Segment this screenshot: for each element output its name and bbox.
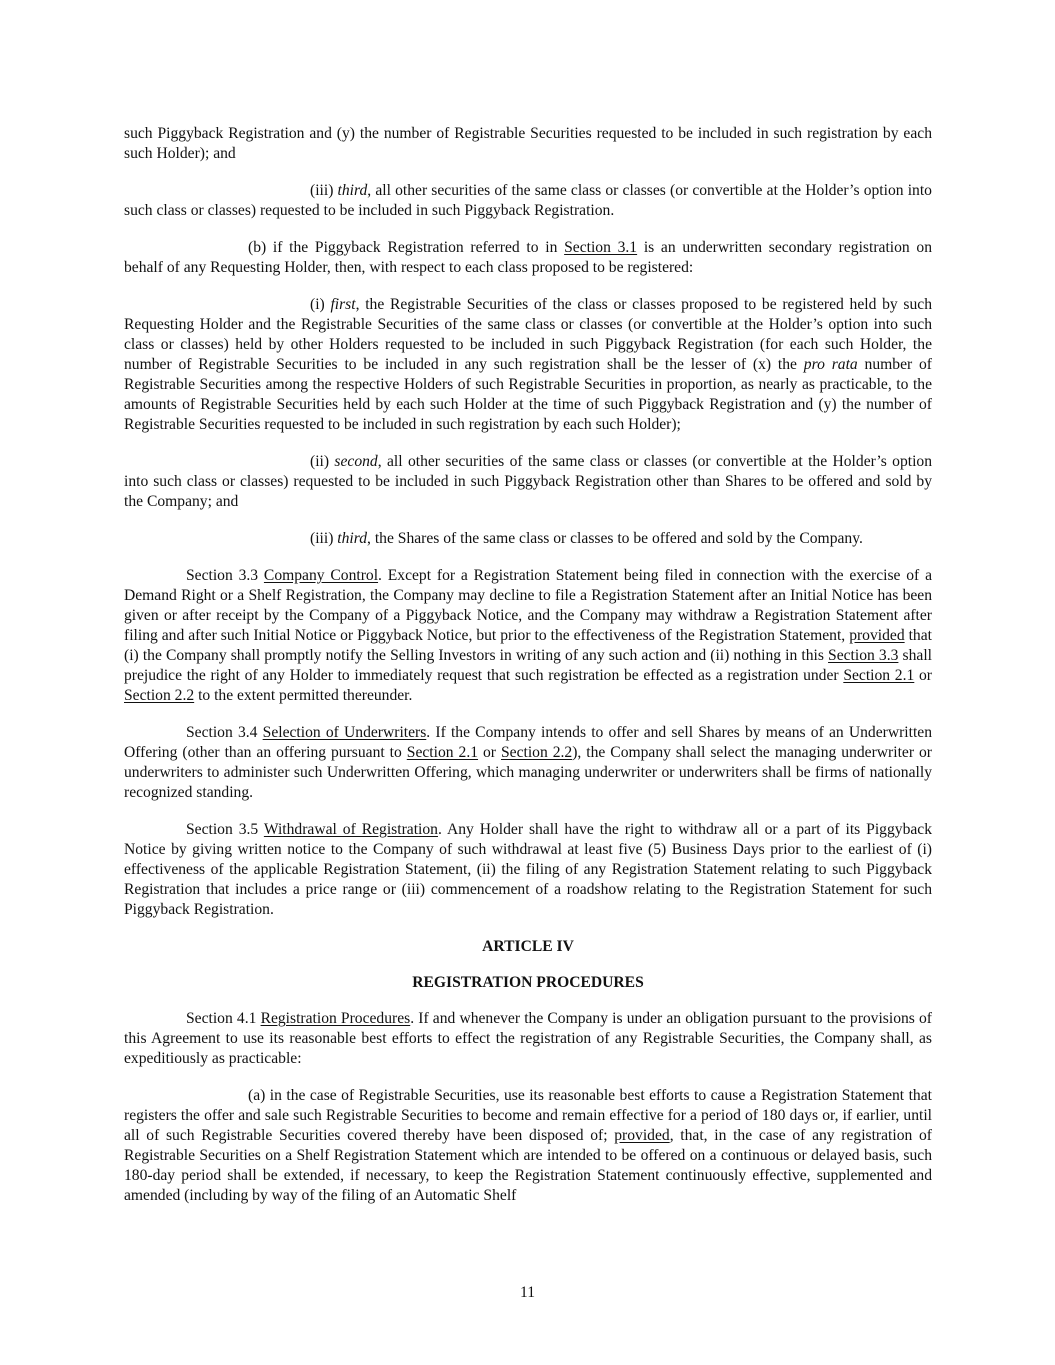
section-title: Company Control — [263, 567, 379, 584]
section-reference-link: Section 2.1 — [843, 667, 915, 684]
section-4-1: Section 4.1 Registration Procedures. If and whenever the Company is under an obligation pursuant to the provisions of this Agreement to use its reasonable best efforts to effect the registration of any Registrable Securities, the Company shall, as expeditiously as practicable: — [124, 1010, 933, 1067]
paragraph-clause-b-iii: (iii) third, the Shares of the same class or classes to be offered and sold by the Company. — [310, 530, 863, 547]
section-reference-link: Section 2.2 — [500, 744, 573, 761]
section-title: Withdrawal of Registration — [263, 821, 438, 838]
section-reference-link: Section 2.2 — [124, 687, 195, 704]
article-title: REGISTRATION PROCEDURES — [412, 974, 644, 991]
section-reference-link: Section 3.1 — [564, 239, 638, 256]
paragraph-clause-b-i: (i) first, the Registrable Securities of the class or classes proposed to be registered held by such Requesting Holder and the Registrable Securities of the same class or classes (or convertible at the Holder’s option into such class or classes) held by other Holders requested to be included in such Piggyback Registration (for each such Holder, the number of Registrable Securities to be included in any such registration shall be the lesser of (x) the pro rata number of Registrable Securities among the respective Holders of such Registrable Securities in proportion, as nearly as practicable, to the amounts of Registrable Securities held by each such Holder at the time of such Piggyback Registration and (y) the number of Registrable Securities requested to be included in such registration by each such Holder); — [124, 296, 933, 433]
section-reference-link: Section 2.1 — [406, 744, 479, 761]
section-title: Selection of Underwriters — [262, 724, 427, 741]
article-number: ARTICLE IV — [482, 938, 574, 955]
document-page — [124, 124, 932, 1223]
paragraph-clause-b-ii: (ii) second, all other securities of the same class or classes (or convertible at the Holder’s option into such class or classes) requested to be included in such Piggyback Registration other than Shares to be offered and sold by the Company; and — [124, 453, 932, 510]
section-3-4: Section 3.4 Selection of Underwriters. If the Company intends to offer and sell Shares by means of an Underwritten Offering (other than an offering pursuant to Section 2.1 or Section 2.2), the Company shall select the managing underwriter or underwriters to administer such Underwritten Offering, which managing underwriter or underwriters shall be firms of nationally recognized standing. — [124, 724, 932, 801]
page-number: 11 — [519, 1284, 535, 1301]
paragraph-continuation: such Piggyback Registration and (y) the number of Registrable Securities requested to be included in such registration by each such Holder); and — [124, 125, 932, 162]
section-3-3: Section 3.3 Company Control. Except for a Registration Statement being filed in connection with the exercise of a Demand Right or a Shelf Registration, the Company may decline to file a Registration Statement after an Initial Notice has been given or after receipt by the Company of a Piggyback Notice, and the Company may withdraw a Registration Statement after filing and after such Initial Notice or Piggyback Notice, but prior to the effectiveness of the Registration Statement, provided that (i) the Company shall promptly notify the Selling Investors in writing of any such action and (ii) nothing in this Section 3.3 shall prejudice the right of any Holder to immediately request that such registration be effected as a registration under Section 2.1 or Section 2.2 to the extent permitted thereunder. — [124, 567, 932, 704]
section-title: Registration Procedures — [260, 1010, 411, 1027]
paragraph-clause-b: (b) if the Piggyback Registration referred to in Section 3.1 is an underwritten secondary registration on behalf of any Requesting Holder, then, with respect to each class proposed to be registered: — [124, 239, 933, 276]
paragraph-clause-a-iii: (iii) third, all other securities of the same class or classes (or convertible at the Holder’s option into such class or classes) requested to be included in such Piggyback Registration. — [124, 182, 932, 219]
section-reference-link: Section 3.3 — [828, 647, 899, 664]
section-3-5: Section 3.5 Withdrawal of Registration. Any Holder shall have the right to withdraw all or a part of its Piggyback Notice by giving written notice to the Company of such withdrawal at least five (5) Business Days prior to the earliest of (i) effectiveness of the applicable Registration Statement, (ii) the filing of any Registration Statement relating to such Piggyback Registration that includes a price range or (iii) commencement of a roadshow relating to the Registration Statement for such Piggyback Registration. — [124, 821, 933, 918]
paragraph-4-1-a: (a) in the case of Registrable Securities, use its reasonable best efforts to cause a Registration Statement that registers the offer and sale such Registrable Securities to become and remain effective for a period of 180 days or, if earlier, until all of such Registrable Securities covered thereby have been disposed of; provided, that, in the case of any registration of Registrable Securities on a Shelf Registration Statement which are intended to be offered on a continuous or delayed basis, such 180-day period shall be extended, if necessary, to keep the Registration Statement continuously effective, supplemented and amended (including by way of the filing of an Automatic Shelf — [124, 1087, 932, 1204]
